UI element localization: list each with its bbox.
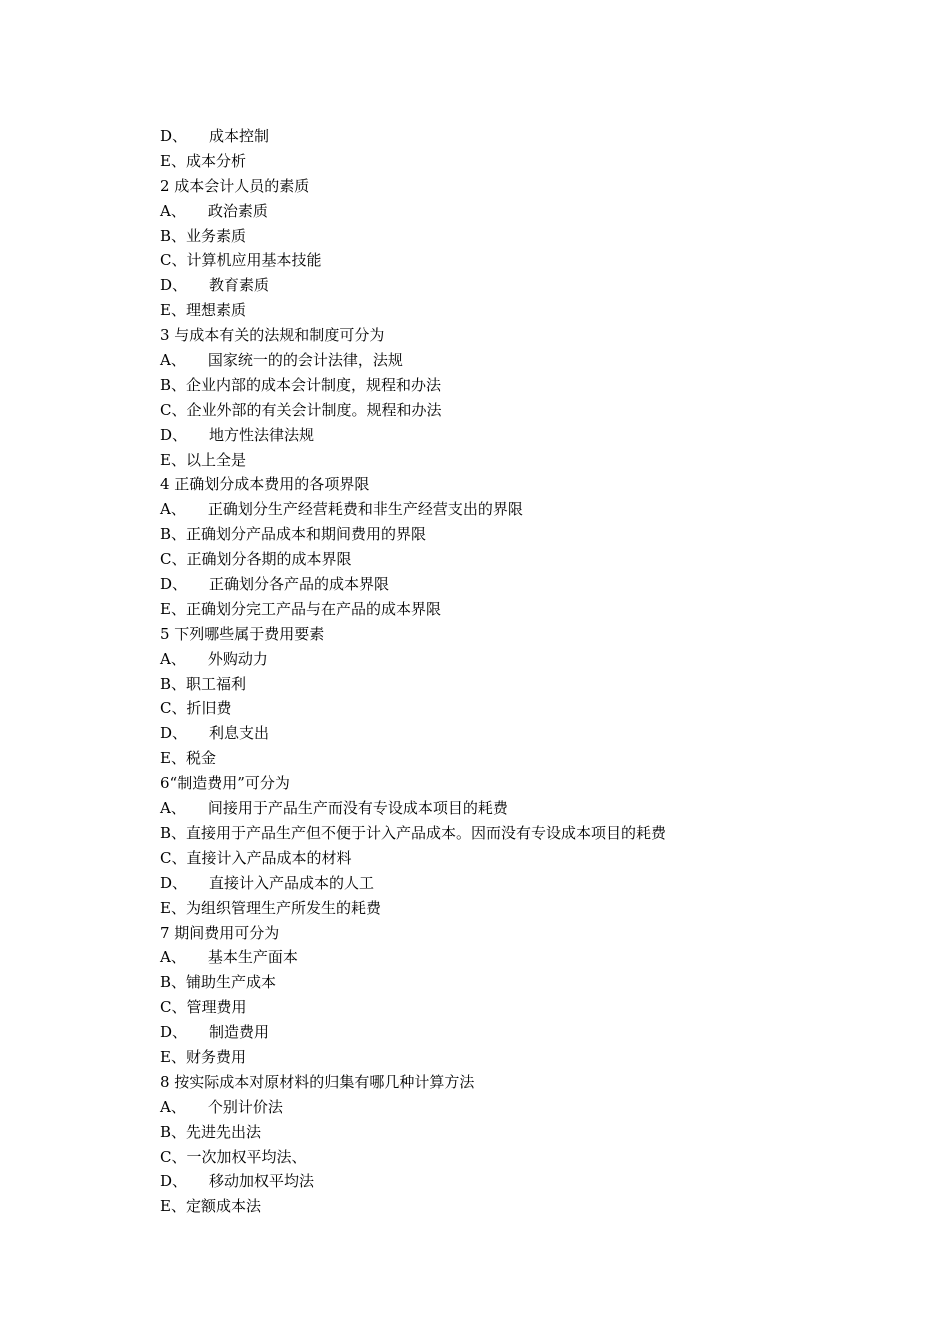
option-letter: E、 xyxy=(160,749,186,768)
option-letter: D、 xyxy=(160,425,188,444)
option-letter: E、 xyxy=(160,151,186,170)
option-text: 间接用于产品生产而没有专设成本项目的耗费 xyxy=(207,799,508,818)
option-text: 定额成本法 xyxy=(185,1197,261,1216)
option-letter: B、 xyxy=(160,823,187,842)
option-line xyxy=(160,547,860,572)
option-text: 计算机应用基本技能 xyxy=(186,251,322,270)
question-text: 2 成本会计人员的素质 xyxy=(160,176,310,195)
option-line xyxy=(160,896,860,921)
option-letter: C、 xyxy=(160,400,187,419)
option-text: 一次加权平均法、 xyxy=(186,1147,307,1166)
option-letter: B、 xyxy=(160,226,187,245)
option-line xyxy=(160,995,860,1020)
document-body xyxy=(160,124,860,1219)
option-line xyxy=(160,597,860,622)
option-line xyxy=(160,373,860,398)
option-line xyxy=(160,423,860,448)
option-letter: E、 xyxy=(160,599,186,618)
option-letter: B、 xyxy=(160,973,187,992)
option-text: 制造费用 xyxy=(209,1023,270,1042)
option-letter: E、 xyxy=(160,450,186,469)
option-line xyxy=(160,497,860,522)
option-letter: D、 xyxy=(160,1023,188,1042)
option-line xyxy=(160,647,860,672)
option-letter: A、 xyxy=(160,351,186,370)
option-letter: D、 xyxy=(160,1172,188,1191)
option-line xyxy=(160,945,860,970)
option-letter: E、 xyxy=(160,898,186,917)
question-text: 6“制造费用”可分为 xyxy=(160,774,290,793)
option-text: 理想素质 xyxy=(185,301,246,320)
option-line xyxy=(160,149,860,174)
option-letter: A、 xyxy=(160,649,186,668)
option-text: 外购动力 xyxy=(207,649,268,668)
option-line xyxy=(160,846,860,871)
option-text: 企业外部的有关会计制度。规程和办法 xyxy=(186,400,442,419)
question-line xyxy=(160,472,860,497)
option-text: 直接用于产品生产但不便于计入产品成本。因而没有专设成本项目的耗费 xyxy=(186,823,667,842)
option-text: 企业内部的成本会计制度，规程和办法 xyxy=(186,375,442,394)
option-letter: C、 xyxy=(160,1147,187,1166)
option-line xyxy=(160,273,860,298)
option-text: 地方性法律法规 xyxy=(209,425,315,444)
question-line xyxy=(160,771,860,796)
option-line xyxy=(160,970,860,995)
option-line xyxy=(160,672,860,697)
option-line xyxy=(160,298,860,323)
option-text: 成本控制 xyxy=(209,127,270,145)
question-text: 5 下列哪些属于费用要素 xyxy=(160,624,325,643)
option-line xyxy=(160,248,860,273)
option-letter: C、 xyxy=(160,699,187,718)
option-line xyxy=(160,1194,860,1219)
option-text: 税金 xyxy=(185,749,216,768)
option-letter: D、 xyxy=(160,127,188,145)
option-line xyxy=(160,572,860,597)
option-line xyxy=(160,224,860,249)
option-text: 直接计入产品成本的材料 xyxy=(186,848,352,867)
option-line xyxy=(160,448,860,473)
option-text: 正确划分完工产品与在产品的成本界限 xyxy=(185,599,441,618)
option-line xyxy=(160,821,860,846)
option-letter: A、 xyxy=(160,500,186,519)
option-text: 政治素质 xyxy=(207,201,268,220)
option-letter: B、 xyxy=(160,674,187,693)
option-text: 先进先出法 xyxy=(186,1122,262,1141)
option-text: 管理费用 xyxy=(186,998,247,1017)
question-text: 3 与成本有关的法规和制度可分为 xyxy=(160,326,385,345)
option-letter: B、 xyxy=(160,375,187,394)
option-letter: E、 xyxy=(160,1047,186,1066)
option-line xyxy=(160,746,860,771)
question-line xyxy=(160,622,860,647)
option-line xyxy=(160,1095,860,1120)
question-line xyxy=(160,921,860,946)
option-text: 财务费用 xyxy=(185,1047,246,1066)
question-text: 4 正确划分成本费用的各项界限 xyxy=(160,475,370,494)
option-line xyxy=(160,871,860,896)
option-text: 成本分析 xyxy=(185,151,246,170)
option-letter: A、 xyxy=(160,1097,186,1116)
question-line xyxy=(160,174,860,199)
option-letter: D、 xyxy=(160,575,188,594)
option-line xyxy=(160,796,860,821)
option-line xyxy=(160,1020,860,1045)
option-text: 正确划分各产品的成本界限 xyxy=(209,575,390,594)
option-letter: E、 xyxy=(160,1197,186,1216)
question-line xyxy=(160,323,860,348)
option-line xyxy=(160,1145,860,1170)
option-text: 教育素质 xyxy=(209,276,270,295)
option-line xyxy=(160,696,860,721)
option-letter: B、 xyxy=(160,525,187,544)
option-text: 为组织管理生产所发生的耗费 xyxy=(185,898,381,917)
option-text: 利息支出 xyxy=(209,724,270,743)
option-line xyxy=(160,1045,860,1070)
option-text: 折旧费 xyxy=(186,699,232,718)
option-text: 移动加权平均法 xyxy=(209,1172,315,1191)
option-text: 业务素质 xyxy=(186,226,247,245)
option-line xyxy=(160,398,860,423)
option-line xyxy=(160,1169,860,1194)
option-line xyxy=(160,1120,860,1145)
option-letter: C、 xyxy=(160,251,187,270)
option-letter: A、 xyxy=(160,948,186,967)
option-text: 国家统一的的会计法律，法规 xyxy=(207,351,403,370)
option-text: 以上全是 xyxy=(185,450,246,469)
option-letter: D、 xyxy=(160,724,188,743)
question-text: 7 期间费用可分为 xyxy=(160,923,280,942)
option-text: 铺助生产成本 xyxy=(186,973,277,992)
option-text: 基本生产面本 xyxy=(207,948,298,967)
option-letter: C、 xyxy=(160,848,187,867)
option-letter: D、 xyxy=(160,276,188,295)
option-text: 直接计入产品成本的人工 xyxy=(209,873,375,892)
option-text: 职工福利 xyxy=(186,674,247,693)
option-text: 正确划分各期的成本界限 xyxy=(186,550,352,569)
question-text: 8 按实际成本对原材料的归集有哪几种计算方法 xyxy=(160,1072,475,1091)
option-letter: A、 xyxy=(160,201,186,220)
option-line xyxy=(160,522,860,547)
option-line xyxy=(160,348,860,373)
option-line xyxy=(160,199,860,224)
option-letter: C、 xyxy=(160,998,187,1017)
option-line xyxy=(160,124,860,149)
option-line xyxy=(160,721,860,746)
option-text: 正确划分生产经营耗费和非生产经营支出的界限 xyxy=(207,500,523,519)
option-text: 个别计价法 xyxy=(207,1097,283,1116)
option-letter: C、 xyxy=(160,550,187,569)
option-letter: E、 xyxy=(160,301,186,320)
question-line xyxy=(160,1070,860,1095)
option-text: 正确划分产品成本和期间费用的界限 xyxy=(186,525,427,544)
option-letter: B、 xyxy=(160,1122,187,1141)
option-letter: A、 xyxy=(160,799,186,818)
option-letter: D、 xyxy=(160,873,188,892)
